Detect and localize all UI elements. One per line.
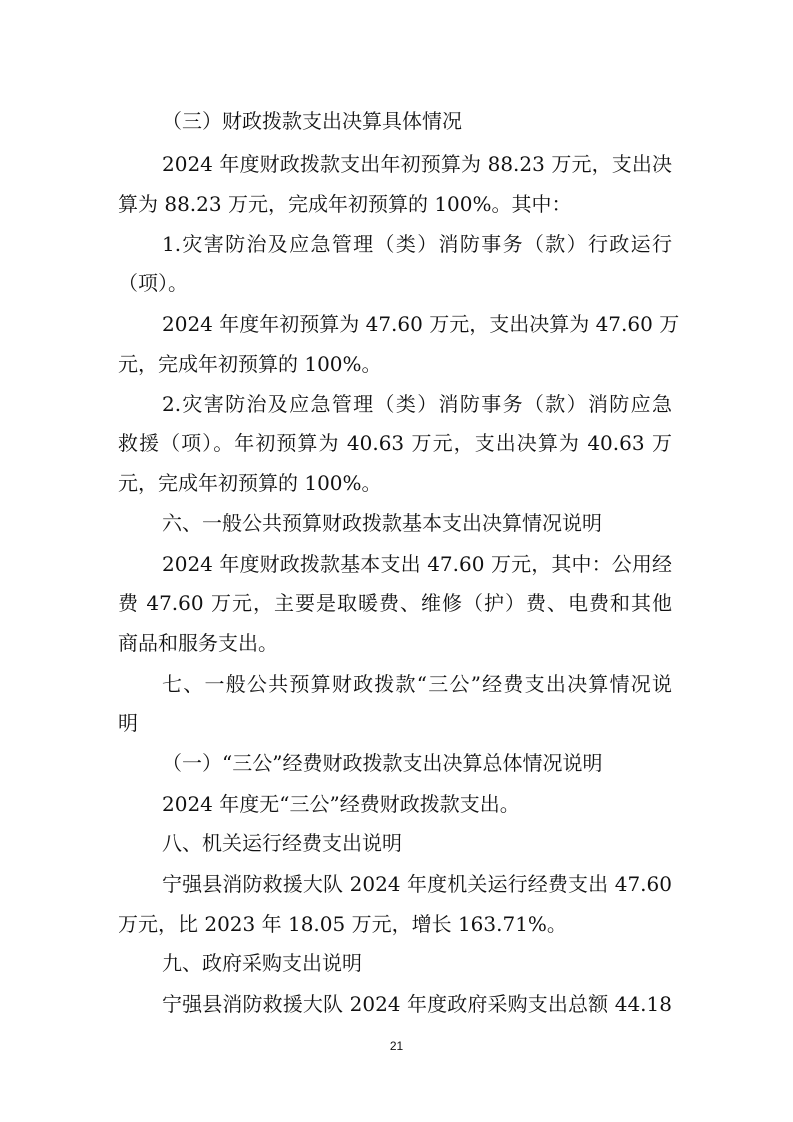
section-heading-operating-costs: 八、机关运行经费支出说明 xyxy=(162,831,402,855)
page-number: 21 xyxy=(389,1039,404,1053)
paragraph-line: 2024 年度年初预算为 47.60 万元，支出决算为 47.60 万 xyxy=(162,312,680,336)
paragraph-line: 宁强县消防救援大队 2024 年度政府采购支出总额 44.18 xyxy=(162,992,672,1016)
paragraph-line: （项）。 xyxy=(118,271,188,295)
list-item-heading: 2.灾害防治及应急管理（类）消防事务（款）消防应急 xyxy=(162,392,672,416)
paragraph-line: 万元，比 2023 年 18.05 万元，增长 163.71%。 xyxy=(118,912,567,936)
list-item-heading: 1.灾害防治及应急管理（类）消防事务（款）行政运行 xyxy=(162,232,672,256)
paragraph-line: 宁强县消防救援大队 2024 年度机关运行经费支出 47.60 xyxy=(162,872,672,896)
subsection-heading-three-public-overview: （一）“三公”经费财政拨款支出决算总体情况说明 xyxy=(162,751,603,775)
section-heading-basic-expenditure: 六、一般公共预算财政拨款基本支出决算情况说明 xyxy=(162,511,602,535)
paragraph-line: 2024 年度财政拨款基本支出 47.60 万元，其中：公用经 xyxy=(162,552,672,576)
section-heading-fiscal-details: （三）财政拨款支出决算具体情况 xyxy=(162,109,462,133)
section-heading-three-public: 七、一般公共预算财政拨款“三公”经费支出决算情况说 xyxy=(162,672,672,696)
paragraph-line: 2024 年度无“三公”经费财政拨款支出。 xyxy=(162,792,520,816)
paragraph-line: 商品和服务支出。 xyxy=(118,631,278,655)
paragraph-line: 算为 88.23 万元，完成年初预算的 100%。其中： xyxy=(118,192,572,216)
paragraph-line: 元，完成年初预算的 100%。 xyxy=(118,471,382,495)
paragraph-line: 费 47.60 万元，主要是取暖费、维修（护）费、电费和其他 xyxy=(118,591,672,615)
paragraph-line: 元，完成年初预算的 100%。 xyxy=(118,352,382,376)
section-heading-procurement: 九、政府采购支出说明 xyxy=(162,951,362,975)
paragraph-line: 救援（项）。年初预算为 40.63 万元，支出决算为 40.63 万 xyxy=(118,431,672,455)
paragraph-line: 明 xyxy=(118,711,138,735)
paragraph-line: 2024 年度财政拨款支出年初预算为 88.23 万元，支出决 xyxy=(162,152,672,176)
